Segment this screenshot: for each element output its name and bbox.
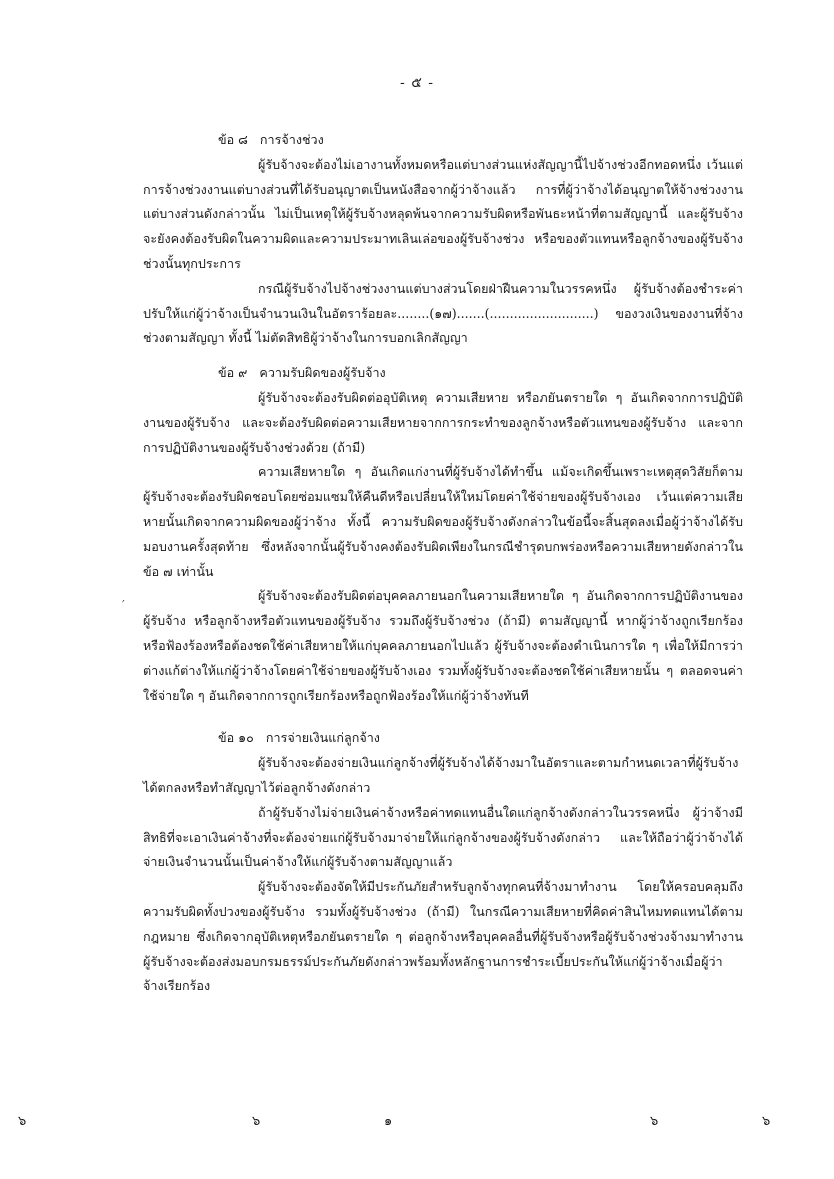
margin-tick-mark: ′ [122,598,125,612]
footer-initials [0,1110,834,1134]
footer-mark-4: ๖ [650,1114,659,1129]
document-body [143,128,743,999]
footer-mark-3: ๑ [384,1114,393,1129]
clause-10-title: การจ่ายเงินแก่ลูกจ้าง [265,730,380,746]
clause-9-title: ความรับผิดของผู้รับจ้าง [259,365,386,381]
clause-9-heading [218,361,743,386]
footer-mark-5: ๖ [762,1114,771,1129]
clause-10-paragraph-3: ผู้รับจ้างจะต้องจัดให้มีประกันภัยสำหรับลูกจ้างทุกคนที่จ้างมาทำงาน โดยให้ครอบคลุมถึงความรับผิดทั้งปวงของผู้รับจ้าง รวมทั้งผู้รับจ้างช่วง (ถ้ามี) ในกรณีความเสียหายที่คิดค่าสินไหมทดแทนได้ตามกฎหมาย ซึ่งเกิดจากอุบัติเหตุหรือภยันตรายใด ๆ ต่อลูกจ้างหรือบุคคลอื่นที่ผู้รับจ้างหรือผู้รับจ้างช่วงจ้างมาทำงาน ผู้รับจ้างจะต้องส่งมอบกรมธรรม์ประกันภัยดังกล่าวพร้อมทั้งหลักฐานการชำระเบี้ยประกันให้แก่ผู้ว่าจ้างเมื่อผู้ว่าจ้างเรียกร้อง [143,879,743,994]
clause-9-paragraph-3: ผู้รับจ้างจะต้องรับผิดต่อบุคคลภายนอกในความเสียหายใด ๆ อันเกิดจากการปฏิบัติงานของผู้รับจ้าง หรือลูกจ้างหรือตัวแทนของผู้รับจ้าง รวมถึงผู้รับจ้างช่วง (ถ้ามี) ตามสัญญานี้ หากผู้ว่าจ้างถูกเรียกร้องหรือฟ้องร้องหรือต้องชดใช้ค่าเสียหายให้แก่บุคคลภายนอกไปแล้ว ผู้รับจ้างจะต้องดำเนินการใด ๆ เพื่อให้มีการว่าต่างแก้ต่างให้แก่ผู้ว่าจ้างโดยค่าใช้จ่ายของผู้รับจ้างเอง รวมทั้งผู้รับจ้างจะต้องชดใช้ค่าเสียหายนั้น ๆ ตลอดจนค่าใช้จ่ายใด ๆ อันเกิดจากการถูกเรียกร้องหรือถูกฟ้องร้องให้แก่ผู้ว่าจ้างทันที [143,588,743,703]
clause-10-paragraph-2: ถ้าผู้รับจ้างไม่จ่ายเงินค่าจ้างหรือค่าทดแทนอื่นใดแก่ลูกจ้างดังกล่าวในวรรคหนึ่ง ผู้ว่าจ้างมีสิทธิที่จะเอาเงินค่าจ้างที่จะต้องจ่ายแก่ผู้รับจ้างมาจ่ายให้แก่ลูกจ้างของผู้รับจ้างดังกล่าว และให้ถือว่าผู้ว่าจ้างได้จ่ายเงินจำนวนนั้นเป็นค่าจ้างให้แก่ผู้รับจ้างตามสัญญาแล้ว [143,804,743,870]
clause-9-number: ข้อ ๙ [218,365,248,381]
footer-mark-2: ๖ [252,1114,261,1129]
clause-8-title: การจ้างช่วง [259,132,324,147]
clause-10-paragraph-1: ผู้รับจ้างจะต้องจ่ายเงินแก่ลูกจ้างที่ผู้รับจ้างได้จ้างมาในอัตราและตามกำหนดเวลาที่ผู้รับจ้างได้ตกลงหรือทำสัญญาไว้ต่อลูกจ้างดังกล่าว [143,755,739,795]
clause-10-number: ข้อ ๑๐ [218,730,254,746]
clause-8-paragraph-2: กรณีผู้รับจ้างไปจ้างช่วงงานแต่บางส่วนโดยฝ่าฝืนความในวรรคหนึ่ง ผู้รับจ้างต้องชำระค่าปรับให้แก่ผู้ว่าจ้างเป็นจำนวนเงินในอัตราร้อยละ........(๑๗).......(..........................) ของวงเงินของงานที่จ้างช่วงตามสัญญา ทั้งนี้ ไม่ตัดสิทธิผู้ว่าจ้างในการบอกเลิกสัญญา [143,280,743,346]
footer-mark-1: ๖ [18,1114,27,1129]
clause-8-heading [218,128,743,153]
clause-9-paragraph-1: ผู้รับจ้างจะต้องรับผิดต่ออุบัติเหตุ ความเสียหาย หรือภยันตรายใด ๆ อันเกิดจากการปฏิบัติงานของผู้รับจ้าง และจะต้องรับผิดต่อความเสียหายจากการกระทำของลูกจ้างหรือตัวแทนของผู้รับจ้าง และจากการปฏิบัติงานของผู้รับจ้างช่วงด้วย (ถ้ามี) [143,389,743,455]
clause-9-paragraph-2: ความเสียหายใด ๆ อันเกิดแก่งานที่ผู้รับจ้างได้ทำขึ้น แม้จะเกิดขึ้นเพราะเหตุสุดวิสัยก็ตาม ผู้รับจ้างจะต้องรับผิดชอบโดยซ่อมแซมให้คืนดีหรือเปลี่ยนให้ใหม่โดยค่าใช้จ่ายของผู้รับจ้างเอง เว้นแต่ความเสียหายนั้นเกิดจากความผิดของผู้ว่าจ้าง ทั้งนี้ ความรับผิดของผู้รับจ้างดังกล่าวในข้อนี้จะสิ้นสุดลงเมื่อผู้ว่าจ้างได้รับมอบงานครั้งสุดท้าย ซึ่งหลังจากนั้นผู้รับจ้างคงต้องรับผิดเพียงในกรณีชำรุดบกพร่องหรือความเสียหายดังกล่าวในข้อ ๗ เท่านั้น [143,464,743,579]
page-number: - ๕ - [400,75,434,91]
clause-8-paragraph-1: ผู้รับจ้างจะต้องไม่เอางานทั้งหมดหรือแต่บางส่วนแห่งสัญญานี้ไปจ้างช่วงอีกทอดหนึ่ง เว้นแต่การจ้างช่วงงานแต่บางส่วนที่ได้รับอนุญาตเป็นหนังสือจากผู้ว่าจ้างแล้ว การที่ผู้ว่าจ้างได้อนุญาตให้จ้างช่วงงานแต่บางส่วนดังกล่าวนั้น ไม่เป็นเหตุให้ผู้รับจ้างหลุดพ้นจากความรับผิดหรือพันธะหน้าที่ตามสัญญานี้ และผู้รับจ้างจะยังคงต้องรับผิดในความผิดและความประมาทเลินเล่อของผู้รับจ้างช่วง หรือของตัวแทนหรือลูกจ้างของผู้รับจ้างช่วงนั้นทุกประการ [143,156,743,271]
clause-8-number: ข้อ ๘ [218,132,248,147]
clause-10-heading [218,726,743,751]
